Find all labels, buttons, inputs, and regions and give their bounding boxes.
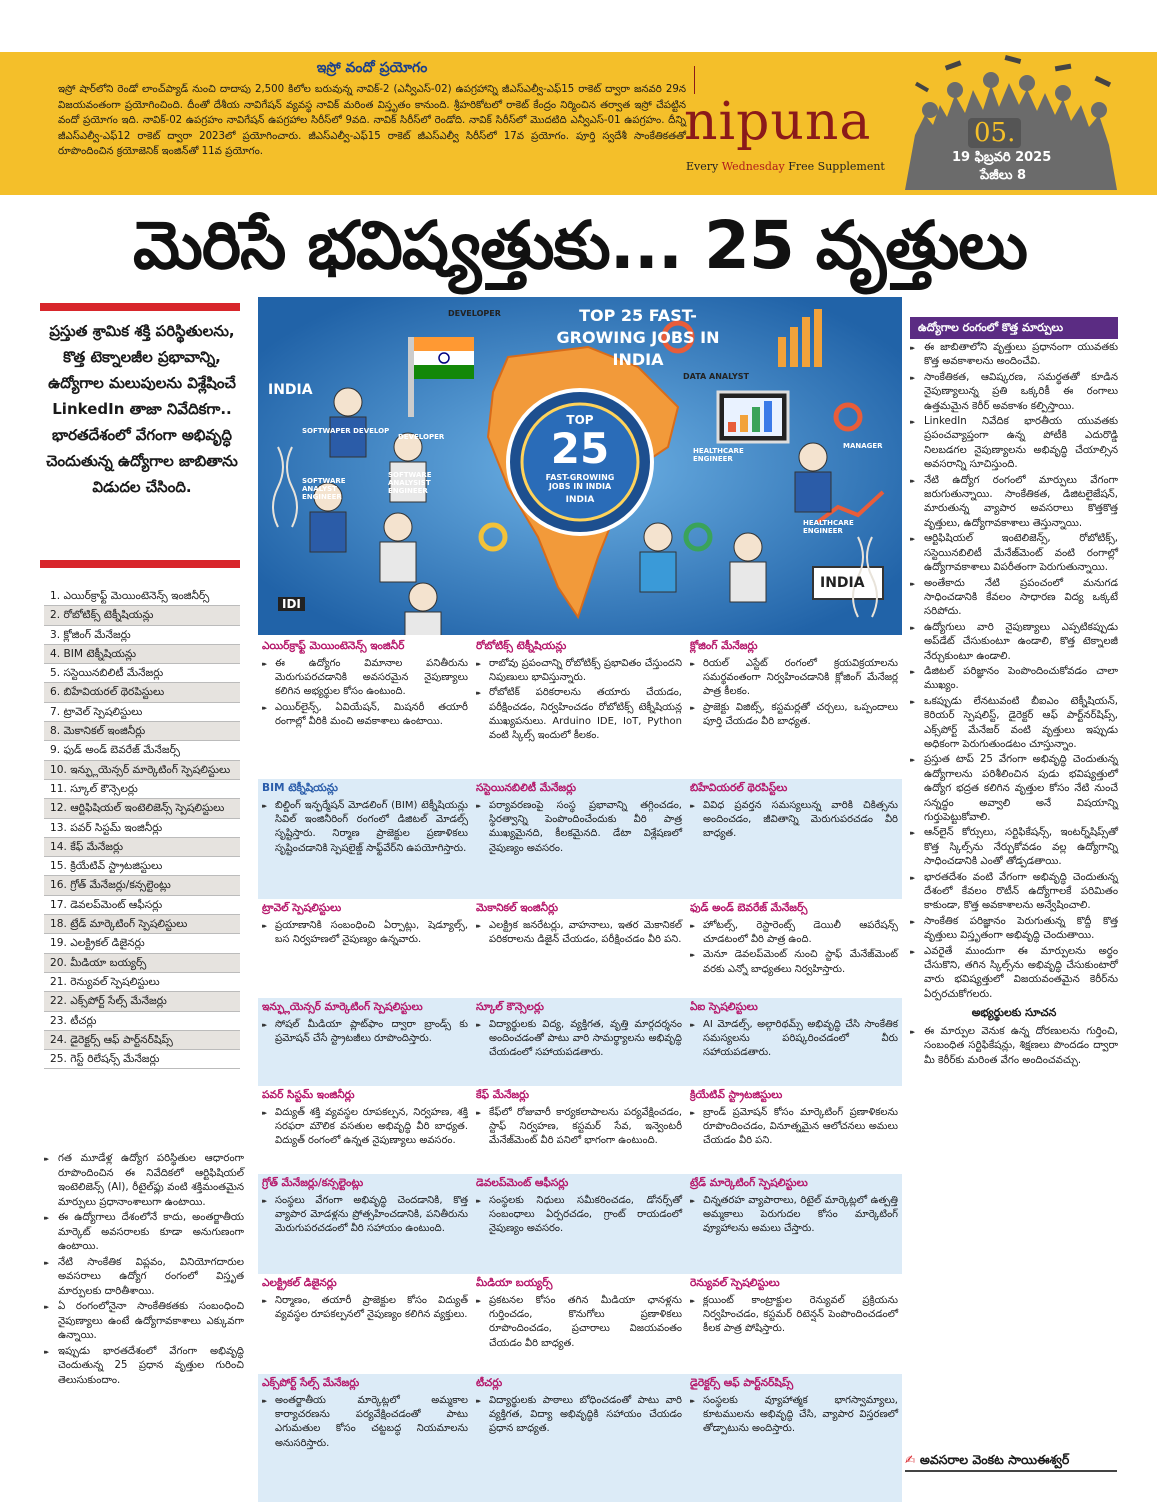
- section-row: [258, 998, 902, 1086]
- intro-bottom-rule: [40, 560, 240, 568]
- job-section-title: మెకానికల్ ఇంజినీర్లు: [476, 902, 559, 914]
- section-row: [258, 899, 902, 998]
- job-section-bullet: ▸▸ ఈ ఉద్యోగం విమానాల పనితీరును మెరుగుపరచడానికి అవసరమైన నైపుణ్యాలు కలిగిన అభ్యర్థుల కోసం ఉంటుంది.: [262, 657, 468, 700]
- right-bullet: ▸▸ ఈ జాబితాలోని వృత్తులు ప్రధానంగా యువతకు కొత్త అవకాశాలను అందించేవి.: [910, 341, 1118, 370]
- job-section-bullet: ▸▸ రోబోటిక్ పరికరాలను తయారు చేయడం, పరీక్షించడం, నిర్వహించడం రోబోటిక్స్ టెక్నీషియన్ల ముఖ్యపనులు. Arduino IDE, IoT, Python వంటి స్కిల్స్ ఇందులో కీలకం.: [476, 686, 682, 743]
- right-bullet: ▸▸ ఎవరైతే ముందుగా ఈ మార్పులను అర్థం చేసుకొని, తగిన స్కిల్స్‌ను అభివృద్ధి చేసుకుంటారో వారు భవిష్యత్తులో విజయవంతమైన కెరీర్‌ను ఏర్పరచుకోగలరు.: [910, 945, 1118, 1003]
- right-bullet: ▸▸ సాంకేతిక పరిజ్ఞానం పెరుగుతున్న కొద్దీ కొత్త వృత్తులు విస్తృతంగా అభివృద్ధి చెందుతాయి.: [910, 915, 1118, 944]
- job-list-item: 23. టీచర్లు: [44, 1012, 240, 1031]
- section-row: [258, 1274, 902, 1374]
- job-section-bullet: ▸▸ ఎయిర్‌లైన్స్, ఏవియేషన్, మిషనరీ తయారీ రంగాల్లో వీరికి మంచి అవకాశాలు ఉంటాయి.: [262, 701, 468, 729]
- job-section-bullet: ▸▸ AI మోడల్స్, అల్గారిథమ్స్ అభివృద్ధి చేసి సాంకేతిక సమస్యలను పరిష్కరించడంలో వీరు సహాయపడతారు.: [690, 1018, 898, 1061]
- job-section-title: టీచర్లు: [476, 1377, 503, 1389]
- illus-25: 25: [550, 424, 610, 473]
- job-section-title: పవర్ సిస్టమ్ ఇంజినీర్లు: [262, 1089, 355, 1101]
- job-section: [472, 637, 686, 747]
- job-section-bullet: ▸▸ నిర్మాణం, తయారీ ప్రాజెక్టుల కోసం విద్యుత్ వ్యవస్థల రూపకల్పనలో నైపుణ్యం కలిగిన వ్యక్తులు.: [262, 1294, 468, 1322]
- illus-idi: IDI: [278, 597, 305, 611]
- job-section-bullet: ▸▸ మెనూ డెవలప్‌మెంట్ నుంచి స్టాఫ్ మేనేజ్‌మెంట్ వరకు ఎన్నో బాధ్యతలు నిర్వహిస్తారు.: [690, 948, 898, 976]
- right-bullet: ▸▸ సాంకేతికత, ఆవిష్కరణ, సమర్థతతో కూడిన నైపుణ్యాలున్న ప్రతి ఒక్కరికీ ఈ రంగాలు ఉత్తమమైన కెరీర్ అవకాశం కల్పిస్తాయి.: [910, 371, 1118, 414]
- right-bullet: ▸▸ డిజిటల్ పరిజ్ఞానం పెంపొందించుకోవడం చాలా ముఖ్యం.: [910, 665, 1118, 694]
- job-list: [44, 587, 240, 1069]
- illus-data-analyst: DATA ANALYST: [683, 372, 749, 381]
- job-list-item: 12. ఆర్టిఫిషియల్ ఇంటెలిజెన్స్ స్పెషలిస్టులు: [44, 799, 240, 818]
- jobs-illustration: [258, 297, 902, 635]
- isro-body: ఇస్రో షార్‌లోని రెండో లాంచ్‌ప్యాడ్ నుంచి దాదాపు 2,500 కిలోల బరువున్న నావిక్-2 (ఎన్వీఎస్-02) ఉపగ్రహాన్ని జీఎస్ఎల్వీ-ఎఫ్15 రాకెట్ ద్వారా జనవరి 29న విజయవంతంగా ప్రయోగించింది. దీంతో దేశీయ నావిగేషన్ వ్యవస్థ నావిక్ మరింత విస్తృతం కానుంది. శ్రీహరికోటలో రాకెట్ కేంద్రం నిర్మించిన తర్వాత ఇస్రో చేపట్టిన వందో ప్రయోగం ఇది. నావిక్-02 ఉపగ్రహం నావిగేషన్ ఉపగ్రహాల సిరీస్‌లో 9వది. నావిక్ సిరీస్‌లో రెండోది. నావిక్ సిరీస్‌లో మొదటిది ఎన్వీఎస్-01 ఉపగ్రహం. దీన్ని జీఎస్ఎల్వీ-ఎఫ్12 రాకెట్ ద్వారా 2023లో ప్రయోగించారు. జీఎస్ఎల్వీ-ఎఫ్15 రాకెట్ జీఎస్ఎల్వీ సిరీస్‌లో 17వ ప్రయోగం. పూర్తి స్వదేశీ సాంకేతికతతో రూపొందించిన క్రయోజెనిక్ ఇంజిన్‌తో 11వ ప్రయోగం.: [58, 84, 686, 158]
- job-list-item: 1. ఎయిర్‌క్రాఫ్ట్ మెయింటెనెన్స్ ఇంజినీర్స్: [44, 587, 240, 606]
- job-section-bullet: ▸▸ హోటల్స్, రెస్టారెంట్స్ డెయిలీ ఆపరేషన్స్ చూడటంలో వీరి పాత్ర ఉంది.: [690, 919, 898, 947]
- issue-number: 05.: [968, 118, 1021, 148]
- job-section-title: బిహేవియరల్ థెరపిస్ట్‌లు: [690, 782, 788, 794]
- job-list-item: 17. డెవలప్‌మెంట్ ఆఫీసర్లు: [44, 896, 240, 915]
- right-heading: ఉద్యోగాల రంగంలో కొత్త మార్పులు: [910, 317, 1118, 339]
- illus-swdev: SOFTWAPER DEVELOP: [302, 427, 390, 435]
- job-section: [258, 637, 472, 733]
- job-section-title: డైరెక్టర్స్ ఆఫ్ పార్ట్‌నర్‌షిప్స్: [690, 1377, 794, 1389]
- issue-date: 19 ఫిబ్రవరి 2025: [952, 150, 1052, 165]
- isro-news-box: [58, 60, 686, 188]
- right-bullet: ▸▸ ఉద్యోగులు వారి నైపుణ్యాలు ఎప్పటికప్పుడు అప్‌డేట్ చేసుకుంటూ ఉండాలి, కొత్త టెక్నాలజీ నేర్చుకుంటూ ఉండాలి.: [910, 621, 1118, 664]
- author-name: అవసరాల వెంకట సాయిఈశ్వర్: [919, 1452, 1070, 1467]
- job-section-bullet: ▸▸ వివిధ ప్రవర్తన సమస్యలున్న వారికి చికిత్సను అందించడం, జీవితాన్ని మెరుగుపరచడం వీరి బాధ్యత.: [690, 799, 898, 842]
- right-bullet: ▸▸ LinkedIn నివేదిక భారతీయ యువతకు ప్రపంచవ్యాప్తంగా ఉన్న పోటీకి ఎదురొడ్డి నిలబడగల నైపుణ్యాలను అభివృద్ధి చేయాల్సిన అవసరాన్ని సూచిస్తుంది.: [910, 415, 1118, 473]
- left-bullet: ▸▸ నేటి సాంకేతిక విప్లవం, వినియోగదారుల అవసరాలు ఉద్యోగ రంగంలో విస్తృత మార్పులకు దారితీశాయి.: [44, 1256, 244, 1300]
- job-list-item: 6. బిహేవియరల్ థెరపిస్టులు: [44, 683, 240, 702]
- job-section: [472, 1274, 686, 1355]
- job-section: [686, 1274, 902, 1341]
- job-section-bullet: ▸▸ సంస్థలు వేగంగా అభివృద్ధి చెందడానికి, కొత్త వ్యాపార మోడళ్లను ప్రోత్సహించడానికి, పనితీరును మెరుగుపరచడంలో వీరి సహాయం ఉంటుంది.: [262, 1194, 468, 1237]
- job-section-title: సస్టెయినబిలిటీ మేనేజర్లు: [476, 782, 577, 794]
- job-section-title: ట్రావెల్ స్పెషలిస్టులు: [262, 902, 342, 914]
- job-list-item: 16. గ్రోత్ మేనేజర్లు/కన్సల్టెంట్లు: [44, 876, 240, 895]
- job-section: [472, 1174, 686, 1241]
- job-section-bullet: ▸▸ విద్యుత్ శక్తి వ్యవస్థల రూపకల్పన, నిర్వహణ, శక్తి సరఫరా మౌలిక వసతుల అభివృద్ధి వీరి బాధ్యత. విద్యుత్ రంగంలో ఉన్నత నైపుణ్యాలు అవసరం.: [262, 1106, 468, 1149]
- job-section-bullet: ▸▸ బ్రాండ్ ప్రమోషన్ కోసం మార్కెటింగ్ ప్రణాళికలను రూపొందించడం, వినూత్నమైన ఆలోచనలు అమలు చేయడం వీరి పని.: [690, 1106, 898, 1149]
- job-section-bullet: ▸▸ విద్యార్థులకు పాఠాలు బోధించడంతో పాటు వారి వ్యక్తిగత, విద్యా అభివృద్ధికి సహాయం చేయడం ప్రధాన బాధ్యత.: [476, 1394, 682, 1437]
- tagline-wednesday: Wednesday: [721, 160, 785, 173]
- job-section: [686, 1174, 902, 1241]
- job-section-title: ఇన్ఫ్లుయెన్సర్ మార్కెటింగ్ స్పెషలిస్టులు: [262, 1001, 423, 1013]
- right-body: [910, 341, 1118, 1068]
- job-section-bullet: ▸▸ బిల్డింగ్ ఇన్ఫర్మేషన్ మోడలింగ్ (BIM) టెక్నీషియన్లు సివిల్ ఇంజినీరింగ్ రంగంలో డిజిటల్ మోడల్స్ సృష్టిస్తారు. నిర్మాణ ప్రాజెక్టుల ప్రణాళికలు సృష్టించడానికి స్పెషలైజ్డ్ సాఫ్ట్‌వేర్‌ని ఉపయోగిస్తారు.: [262, 799, 468, 856]
- job-list-item: 7. ట్రావెల్ స్పెషలిస్టులు: [44, 703, 240, 722]
- job-section-bullet: ▸▸ చిన్నతరహ వ్యాపారాలు, రిటైల్ మార్కెట్లలో ఉత్పత్తి అమ్మకాలు పెరుగుదల కోసం మార్కెటింగ్ వ్యూహాలను అమలు చేస్తారు.: [690, 1194, 898, 1237]
- job-section-bullet: ▸▸ ఎలక్ట్రిక జనరేటర్లు, వాహనాలు, ఇతర మెకానికల్ పరికరాలను డిజైన్ చేయడం, పరీక్షించడం వీరి పని.: [476, 919, 682, 947]
- illus-title: TOP 25 FAST-GROWING JOBS IN INDIA: [556, 306, 720, 369]
- job-section: [258, 1086, 472, 1153]
- job-list-item: 8. మెకానికల్ ఇంజినీర్లు: [44, 722, 240, 741]
- job-section-bullet: ▸▸ ప్రయాణానికి సంబంధించి ఏర్పాట్లు, షెడ్యూల్స్, బస నిర్వహణలో నైపుణ్యం ఉన్నవారు.: [262, 919, 468, 947]
- divider: [694, 66, 695, 94]
- job-list-item: 24. డైరెక్టర్స్ ఆఫ్ పార్ట్‌నర్‌షిప్స్: [44, 1031, 240, 1050]
- job-section-bullet: ▸▸ క్లయింట్ కాంట్రాక్టుల రెన్యువల్ ప్రక్రియను నిర్వహించడం, కస్టమర్ రిటెన్షన్ పెంపొందించడంలో కీలక పాత్ర పోషిస్తారు.: [690, 1294, 898, 1337]
- section-row: [258, 1174, 902, 1274]
- job-section: [686, 998, 902, 1065]
- job-list-item: 14. కేఫ్ మేనేజర్లు: [44, 838, 240, 857]
- job-section: [258, 998, 472, 1050]
- job-section-title: ట్రేడ్ మార్కెటింగ్ స్పెషలిస్టులు: [690, 1177, 808, 1189]
- job-section-title: మీడియా బయ్యర్స్: [476, 1277, 553, 1289]
- tagline: [686, 160, 885, 173]
- job-section-bullet: ▸▸ రాబోవు ప్రపంచాన్ని రోబోటిక్స్ ప్రభావితం చేస్తుందని నిపుణులు భావిస్తున్నారు.: [476, 657, 682, 685]
- job-section: [686, 779, 902, 846]
- job-section-bullet: ▸▸ విద్యార్థులకు విద్య, వ్యక్తిగత, వృత్తి మార్గదర్శనం అందించడంతో పాటు వారి సామర్థ్యాలను అభివృద్ధి చేయడంలో సహాయపడతారు.: [476, 1018, 682, 1061]
- job-section-title: స్కూల్ కౌన్సెలర్లు: [476, 1001, 544, 1013]
- job-section-bullet: ▸▸ రియల్ ఎస్టేట్ రంగంలో క్రయవిక్రయాలను సమర్థవంతంగా నిర్వహించడానికి క్లోజింగ్ మేనేజర్ల పాత్ర కీలకం.: [690, 657, 898, 700]
- job-section-title: BIM టెక్నీషియన్లు: [262, 782, 338, 794]
- job-section: [258, 1274, 472, 1326]
- illus-sub: FAST-GROWING JOBS IN INDIA: [545, 473, 615, 491]
- right-sub-bullet: ▸▸ ఈ మార్పుల వెనుక ఉన్న దోరణులను గుర్తించి, సంబంధిత సర్టిఫికేషన్లు, శిక్షణలు పొందడం ద్వారా మీ కెరీర్‌కు మరింత వేగం అందించవచ్చు.: [910, 1025, 1118, 1068]
- job-list-item: 11. స్కూల్ కౌన్సెలర్లు: [44, 780, 240, 799]
- right-bullet: ▸▸ ఒకప్పుడు లేనటువంటి బీఐఎం టెక్నీషియన్, కెరియర్ స్పెషలిస్ట్, డైరెక్టర్ ఆఫ్ పార్ట్‌నర్‌షిప్స్, ఎక్స్‌పోర్ట్ మేనేజర్ వంటి వృత్తులు ఇప్పుడు అధికంగా పెరుగుతుండటం చూస్తున్నాం.: [910, 695, 1118, 753]
- job-section-title: గ్రోత్ మేనేజర్లు/కన్సల్టెంట్లు: [262, 1177, 364, 1189]
- illus-developer: DEVELOPER: [448, 309, 501, 318]
- job-section: [472, 1374, 686, 1441]
- job-list-item: 3. క్లోజింగ్ మేనేజర్లు: [44, 626, 240, 645]
- right-bullet: ▸▸ ఆన్‌లైన్ కోర్సులు, సర్టిఫికేషన్స్, ఇంటర్న్‌షిప్స్‌తో కొత్త స్కిల్స్‌ను నేర్చుకోవడం వల్ల ఉద్యోగాన్ని సాధించడానికి ఎంతో తోడ్పడతాయి.: [910, 826, 1118, 869]
- right-bullet: ▸▸ ఆర్టిఫిషియల్ ఇంటెలిజెన్స్, రోబోటిక్స్, సస్టెయినబిలిటీ మేనేజ్‌మెంట్ వంటి రంగాల్లో ఉద్యోగావకాశాలు విపరీతంగా పెరుగుతున్నాయి.: [910, 532, 1118, 575]
- illus-health1: HEALTHCARE ENGINEER: [693, 447, 744, 463]
- job-section-title: రెన్యువల్ స్పెషలిస్టులు: [690, 1277, 780, 1289]
- job-list-item: 4. BIM టెక్నీషియన్లు: [44, 645, 240, 664]
- job-section-title: కేఫ్ మేనేజర్లు: [476, 1089, 530, 1101]
- job-section-title: ఏఐ స్పెషలిస్టులు: [690, 1001, 758, 1013]
- tagline-pre: Every: [686, 160, 722, 173]
- job-list-item: 25. గెస్ట్ రిలేషన్స్ మేనేజర్లు: [44, 1050, 240, 1069]
- job-section: [472, 1086, 686, 1153]
- illus-india-box: INDIA: [820, 575, 865, 591]
- illus-sae1: SOFTWARE ANALYST ENGINEER: [302, 477, 346, 501]
- illus-india-circle: INDIA: [565, 495, 595, 505]
- author-rule: [905, 1470, 1117, 1472]
- left-bullet: ▸▸ గత మూడేళ్ల ఉద్యోగ పరిస్థితుల ఆధారంగా రూపొందించిన ఈ నివేదికలో ఆర్టిఫిషియల్ ఇంటెలిజెన్స్ (AI), రీటైల్‌ఫ్లు వంటి శక్తిమంతమైన మార్పులు ప్రధానాంశాలుగా ఉంటాయి.: [44, 1152, 244, 1210]
- job-list-item: 13. పవర్ సిస్టమ్ ఇంజినీర్లు: [44, 819, 240, 838]
- job-section-title: ఎలక్ట్రికల్ డిజైనర్లు: [262, 1277, 337, 1289]
- illus-dev2: DEVELOPER: [398, 433, 445, 441]
- job-section-bullet: ▸▸ సోషల్ మీడియా ప్లాట్‌ఫాం ద్వారా బ్రాండ్స్ కు ప్రమోషన్ చేసే స్ట్రాటజీలు రూపొందిస్తారు.: [262, 1018, 468, 1046]
- job-list-item: 19. ఎలక్ట్రికల్ డిజైనర్లు: [44, 934, 240, 953]
- section-row: [258, 1086, 902, 1174]
- job-section-title: రోబోటిక్స్ టెక్నీషియన్లు: [476, 640, 567, 652]
- job-list-item: 5. సస్టెయినబిలిటీ మేనేజర్లు: [44, 664, 240, 683]
- job-list-item: 22. ఎక్స్‌పోర్ట్ సేల్స్ మేనేజర్లు: [44, 992, 240, 1011]
- section-row: [258, 779, 902, 899]
- job-section-title: క్లోజింగ్ మేనేజర్లు: [690, 640, 758, 652]
- job-list-item: 9. ఫుడ్ అండ్ బెవరేజ్ మేనేజర్స్: [44, 741, 240, 760]
- job-section: [258, 899, 472, 951]
- job-section-title: క్రియేటివ్ స్ట్రాటజిస్టులు: [690, 1089, 783, 1101]
- left-bullet: ▸▸ ఇప్పుడు భారతదేశంలో వేగంగా అభివృద్ధి చెందుతున్న 25 ప్రధాన వృత్తుల గురించి తెలుసుకుందాం.: [44, 1345, 244, 1389]
- illus-manager: MANAGER: [843, 442, 883, 450]
- right-bullet: ▸▸ ప్రస్తుత టాప్ 25 వేగంగా అభివృద్ధి చెందుతున్న ఉద్యోగాలను పరిశీలించిన పుడు భవిష్యత్తులో ఉద్యోగ భద్రత కలిగిన వృత్తుల కోసం నేటి నుంచే సన్నద్ధం అవ్వాలి అనే విషయాన్ని గుర్తుపెట్టుకోవాలి.: [910, 753, 1118, 825]
- illus-india-left: INDIA: [268, 382, 313, 398]
- section-row: [258, 637, 902, 779]
- job-section-bullet: ▸▸ అంతర్జాతీయ మార్కెట్లలో అమ్మకాల కార్యాచరణను పర్యవేక్షించడంతో పాటు ఎగుమతుల కోసం చట్టబద్ధ నియమాలను అనుసరిస్తారు.: [262, 1394, 468, 1451]
- job-section: [686, 899, 902, 981]
- pen-icon: ✍: [905, 1452, 920, 1467]
- tagline-post: Free Supplement: [784, 160, 885, 173]
- right-bullet: ▸▸ భారతదేశం వంటి వేగంగా అభివృద్ధి చెందుతున్న దేశంలో కేవలం రొటీన్ ఉద్యోగాలకే పరిమితం కాకుండా, కొత్త అవకాశాలను అన్వేషించాలి.: [910, 871, 1118, 914]
- job-section-title: డెవలప్‌మెంట్ ఆఫీసర్లు: [476, 1177, 569, 1189]
- job-section-title: ఫుడ్ అండ్ బెవరేజ్ మేనేజర్స్: [690, 902, 808, 914]
- left-bullet: ▸▸ ఈ ఉద్యోగాలు దేశంలోనే కాదు, అంతర్జాతీయ మార్కెట్ అవసరాలకు కూడా అనుగుణంగా ఉంటాయి.: [44, 1211, 244, 1255]
- illus-top-label: TOP: [566, 413, 594, 427]
- brand-logo: nipuna: [684, 92, 872, 152]
- job-section: [472, 998, 686, 1065]
- job-section: [686, 1374, 902, 1441]
- job-list-item: 21. రెన్యువల్ స్పెషలిస్టులు: [44, 973, 240, 992]
- job-list-item: 10. ఇన్ఫ్లుయెన్సర్ మార్కెటింగ్ స్పెషలిస్టులు: [44, 761, 240, 780]
- job-section-bullet: ▸▸ సంస్థలకు నిధులు సమీకరించడం, డోనర్స్‌తో సంబంధాలు ఏర్పరచడం, గ్రాంట్ రాయడంలో నైపుణ్యం అవసరం.: [476, 1194, 682, 1237]
- job-section: [472, 899, 686, 951]
- job-section: [258, 1374, 472, 1455]
- intro-text: ప్రస్తుత శ్రామిక శక్తి పరిస్థితులను, కొత్త టెక్నాలజీల ప్రభావాన్ని, ఉద్యోగాల మలుపులను విశ్లేషించే LinkedIn తాజా నివేదికగా.. భారతదేశంలో వేగంగా అభివృద్ధి చెందుతున్న ఉద్యోగాల జాబితాను విడుదల చేసింది.: [46, 322, 238, 496]
- right-bullet: ▸▸ అంతేకాదు నేటి ప్రపంచంలో మనుగడ సాధించడానికి కేవలం సాధారణ విద్య ఒక్కటే సరిపోదు.: [910, 577, 1118, 620]
- author-byline: [905, 1452, 1115, 1471]
- left-bullet: ▸▸ ఏ రంగంలోనైనా సాంకేతికతకు సంబంధించి నైపుణ్యాలు ఉంటే ఉద్యోగావకాశాలు ఎక్కువగా ఉన్నాయి.: [44, 1300, 244, 1344]
- job-section-bullet: ▸▸ కేఫ్‌లో రోజువారీ కార్యకలాపాలను పర్యవేక్షించడం, స్టాఫ్ నిర్వహణ, కస్టమర్ సేవ, ఇన్వెంటరీ మేనేజ్‌మెంట్ వీరి పనిలో భాగంగా ఉంటుంది.: [476, 1106, 682, 1149]
- section-row: [258, 1374, 902, 1502]
- right-column: [910, 317, 1118, 1069]
- job-section-title: ఎక్స్‌పోర్ట్ సేల్స్ మేనేజర్లు: [262, 1377, 360, 1389]
- job-list-item: 15. క్రియేటివ్ స్ట్రాటజిస్టులు: [44, 857, 240, 876]
- job-list-item: 20. మీడియా బయ్యర్స్: [44, 954, 240, 973]
- illus-sae2: SOFTWARE ANALYSIST ENGINEER: [388, 471, 432, 495]
- job-section: [472, 779, 686, 860]
- job-section-title: ఎయిర్‌క్రాఫ్ట్ మెయింటెనెన్స్ ఇంజినీర్: [262, 640, 405, 652]
- left-bullets: [44, 1152, 244, 1389]
- job-section: [258, 1174, 472, 1241]
- job-section: [686, 637, 902, 733]
- illus-health2: HEALTHCARE ENGINEER: [803, 519, 854, 535]
- isro-title: ఇస్రో వందో ప్రయోగం: [316, 60, 428, 76]
- job-section-bullet: ▸▸ పర్యావరణంపై సంస్థ ప్రభావాన్ని తగ్గించడం, స్థిరత్వాన్ని పెంపొందించేందుకు వీరి పాత్ర ముఖ్యమైనది, కీలకమైనది. డేటా విశ్లేషణలో నైపుణ్యం అవసరం.: [476, 799, 682, 856]
- job-section-bullet: ▸▸ ప్రకటనల కోసం తగిన మీడియా ఛానళ్లను గుర్తించడం, కొనుగోలు ప్రణాళికలు రూపొందించడం, ప్రచారాలు విజయవంతం చేయడం వీరి బాధ్యత.: [476, 1294, 682, 1351]
- job-section: [686, 1086, 902, 1153]
- job-section: [258, 779, 472, 860]
- main-headline: మెరిసే భవిష్యత్తుకు... 25 వృత్తులు: [133, 207, 1027, 284]
- right-subheading: అభ్యర్థులకు సూచన: [971, 1006, 1057, 1020]
- job-list-item: 18. ట్రేడ్ మార్కెటింగ్ స్పెషలిస్టులు: [44, 915, 240, 934]
- job-section-bullet: ▸▸ ప్రాజెక్టు విజిట్స్, కస్టమర్లతో చర్చలు, ఒప్పందాలు పూర్తి చేయడం వీరి బాధ్యత.: [690, 701, 898, 729]
- job-list-item: 2. రోబోటిక్స్ టెక్నీషియన్లు: [44, 606, 240, 625]
- job-descriptions: [258, 637, 902, 1503]
- intro-top-rule: [40, 303, 240, 311]
- issue-pages: పేజీలు 8: [980, 168, 1027, 183]
- job-section-bullet: ▸▸ సంస్థలకు వ్యూహాత్మక భాగస్వామ్యాలు, కూటములను అభివృద్ధి చేసి, వ్యాపార విస్తరణలో తోడ్పాటును అందిస్తారు.: [690, 1394, 898, 1437]
- right-bullet: ▸▸ నేటి ఉద్యోగ రంగంలో మార్పులు వేగంగా జరుగుతున్నాయి. సాంకేతికత, డిజిటలైజేషన్, మారుతున్న వ్యాపార అవసరాలు కొత్తకొత్త వృత్తులు, ఉద్యోగావకాశాలు తెస్తున్నాయి.: [910, 474, 1118, 532]
